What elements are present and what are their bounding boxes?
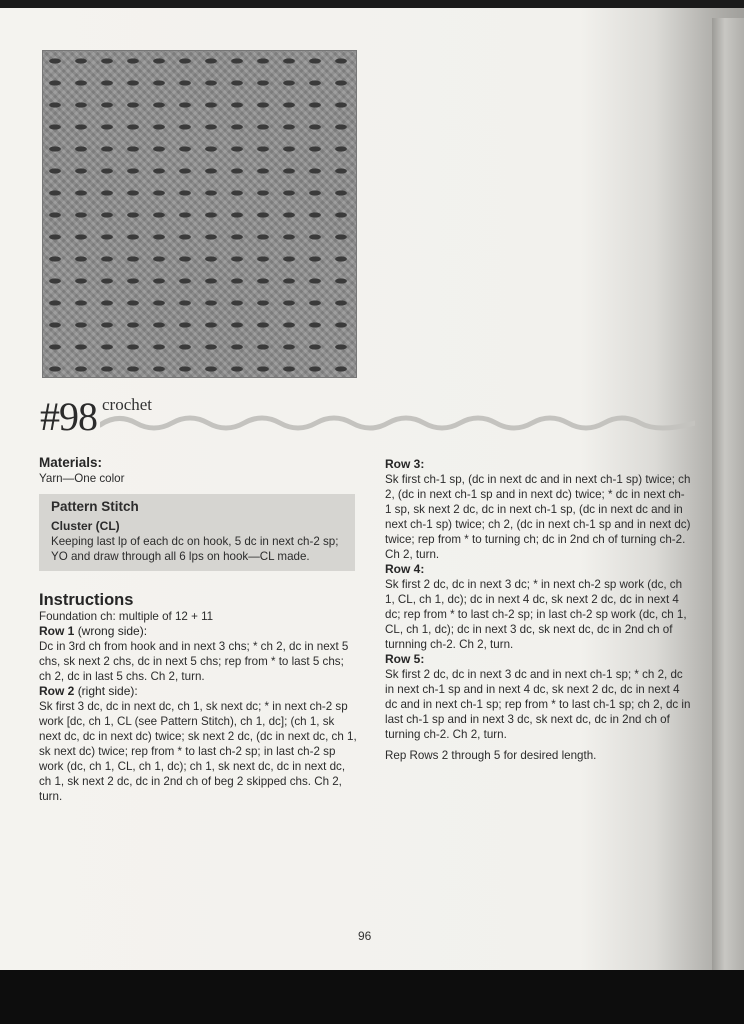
- row-1-text: Dc in 3rd ch from hook and in next 3 chs; * ch 2, dc in next 5 chs, sk next 2 chs, dc in next 5 chs; rep from * to last 5 chs; ch 2, dc in last 5 chs. Ch 2, turn.: [39, 640, 349, 683]
- row-3-text: Sk first ch-1 sp, (dc in next dc and in next ch-1 sp) twice; ch 2, (dc in next ch-1 sp and in next dc) twice; * dc in next ch-1 sp, sk next 2 dc, dc in next ch-1 sp, (dc in next dc and in next ch-1 sp) twice; ch 2, (dc in next ch-1 sp and in next dc) twice; rep from * to turning ch; dc in 2nd ch of turning ch-2. Ch 2, turn.: [385, 473, 691, 561]
- pattern-stitch-box: [39, 494, 355, 571]
- crochet-swatch-photo: [42, 50, 357, 378]
- row-2-text: Sk first 3 dc, dc in next dc, ch 1, sk next dc; * in next ch-2 sp work [dc, ch 1, CL (see Pattern Stitch), ch 1, dc]; (ch 1, sk next dc, dc in next dc) twice; sk next 2 dc, (dc in next dc, ch 1, sk next dc) twice; rep from * to last ch-2 sp; in last ch-2 sp work (dc, ch 1, CL, ch 1, dc); ch 1, sk next dc, dc in next dc, ch 1, sk next 2 dc, dc in 2nd ch of beg 2 skipped chs. Ch 2, turn.: [39, 700, 357, 803]
- right-column: [385, 457, 691, 763]
- repeat-text: Rep Rows 2 through 5 for desired length.: [385, 749, 597, 762]
- row-2-title: Row 2 (right side):: [39, 684, 138, 698]
- scan-top-border: [0, 0, 744, 8]
- foundation-text: Foundation ch: multiple of 12 + 11: [39, 610, 214, 623]
- cluster-text: Keeping last lp of each dc on hook, 5 dc in next ch-2 sp; YO and draw through all 6 lps on hook—CL made.: [51, 535, 339, 563]
- pattern-craft: crochet: [102, 395, 153, 414]
- row-4-text: Sk first 2 dc, dc in next 3 dc; * in next ch-2 sp work (dc, ch 1, CL, ch 1, dc); dc in next 4 dc, sk next 2 dc, dc in next 4 dc; rep from * to last ch-2 sp; in last ch-2 sp work (dc, ch 1, CL, ch 1, dc); dc in next 3 dc, sk next dc, dc in 2nd ch of turnning ch-2. Ch 2, turn.: [385, 578, 687, 651]
- row-5-title: Row 5:: [385, 652, 425, 666]
- materials-heading: Materials:: [39, 455, 103, 470]
- instructions-heading: Instructions: [39, 591, 134, 609]
- decorative-wave: [100, 405, 695, 439]
- scan-bottom-border: [0, 970, 744, 1024]
- materials-text: Yarn—One color: [39, 472, 125, 485]
- pattern-stitch-heading: Pattern Stitch: [51, 499, 139, 514]
- left-column: [39, 455, 357, 804]
- row-5-text: Sk first 2 dc, dc in next 3 dc and in next ch-1 sp; * ch 2, dc in next ch-1 sp and in next 4 dc, sk next 2 dc, dc in next 4 dc and in next ch-1 sp; rep from * to last ch-1 sp; ch 2, dc in last ch-1 sp and in next 3 dc, sk next dc, dc in 2nd ch of turning ch-2. Ch 2, turn.: [385, 668, 691, 741]
- row-3-title: Row 3:: [385, 457, 425, 471]
- pattern-title: [40, 393, 153, 440]
- row-4-title: Row 4:: [385, 562, 425, 576]
- row-1-title: Row 1 (wrong side):: [39, 624, 148, 638]
- page-number: 96: [358, 929, 372, 943]
- page-edge-shadow: [712, 18, 744, 978]
- cluster-title: Cluster (CL): [51, 519, 120, 533]
- pattern-number: #98: [40, 394, 97, 439]
